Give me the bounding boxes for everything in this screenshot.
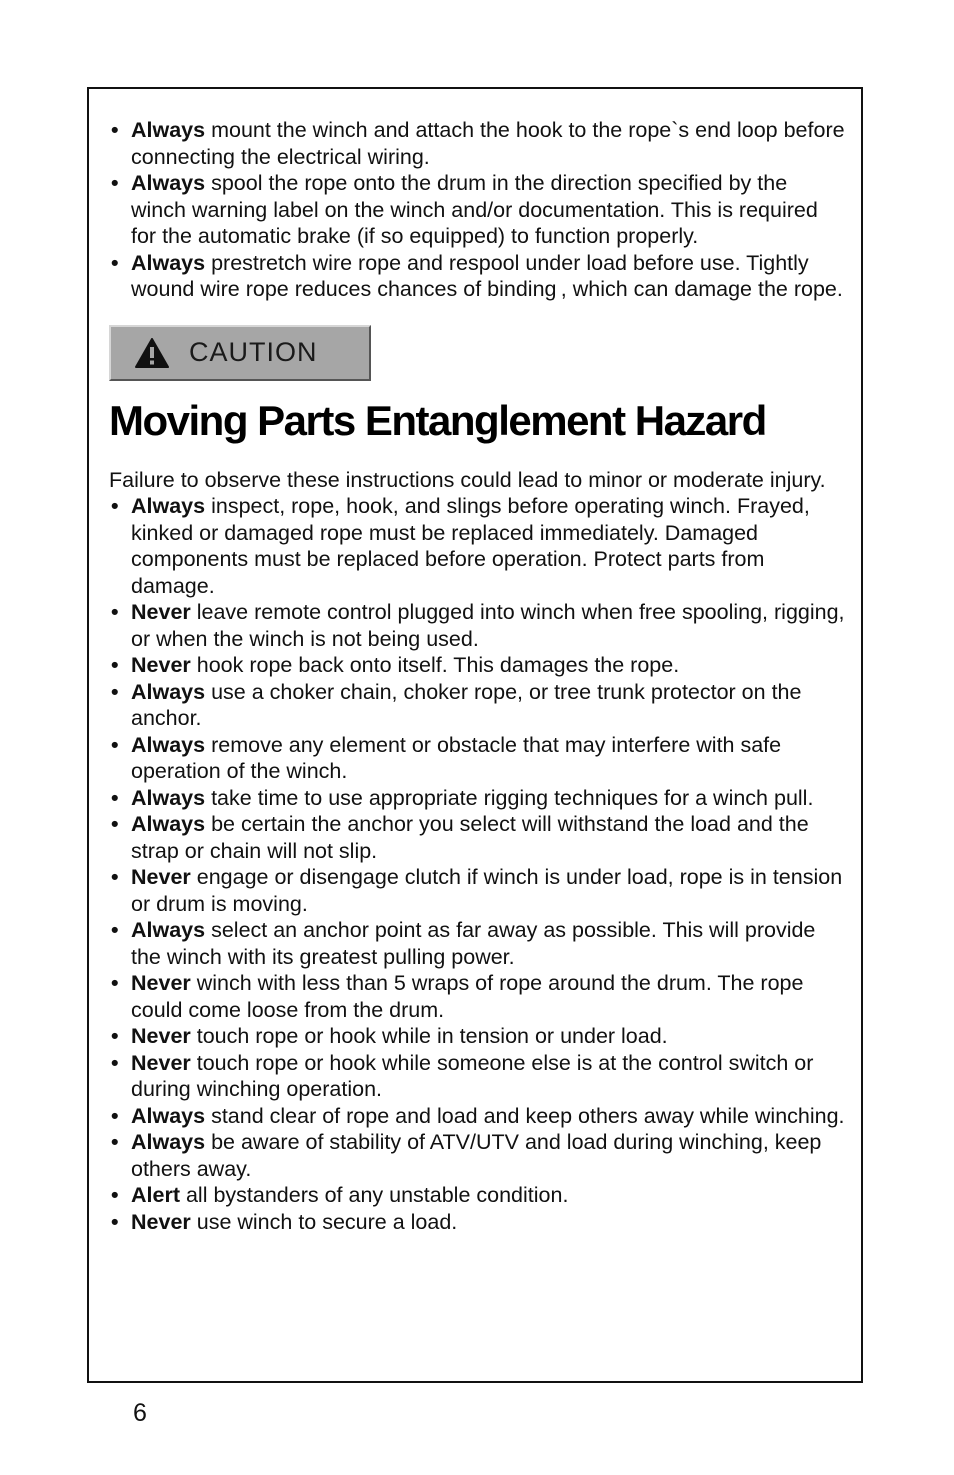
hazard-safety-list (109, 493, 845, 1235)
page-number: 6 (133, 1399, 147, 1427)
top-safety-list (109, 117, 845, 303)
content-frame (87, 87, 863, 1383)
keyword: Always (131, 171, 206, 195)
item-text: mount the winch and attach the hook to the rope`s end loop before connecting the electrical wiring. (131, 118, 845, 169)
keyword: Always (131, 812, 206, 836)
item-text: remove any element or obstacle that may interfere with safe operation of the winch. (131, 732, 782, 783)
caution-banner (109, 325, 371, 381)
list-item (109, 970, 845, 1023)
item-text: winch with less than 5 wraps of rope around the drum. The rope could come loose from the drum. (131, 971, 804, 1022)
keyword: Never (131, 1209, 191, 1234)
keyword: Never (131, 653, 191, 677)
list-item (109, 250, 845, 303)
item-text: use winch to secure a load. (190, 1209, 458, 1234)
hazard-title: Moving Parts Entanglement Hazard (109, 396, 766, 444)
keyword: Always (131, 250, 206, 275)
item-text: be certain the anchor you select will withstand the load and the strap or chain will not slip. (131, 812, 809, 863)
keyword: Always (131, 1103, 206, 1128)
list-item (109, 1023, 845, 1050)
keyword: Always (131, 118, 206, 142)
item-text: touch rope or hook while someone else is at the control switch or during winching operation. (131, 1050, 814, 1101)
keyword: Never (131, 600, 191, 624)
item-text: prestretch wire rope and respool under load before use. Tightly wound wire rope reduces chances of binding , which can damage the rope. (131, 250, 843, 301)
item-text: spool the rope onto the drum in the direction specified by the winch warning label on the winch and/or documentation. This is required for the automatic brake (if so equipped) to function properly. (131, 171, 818, 248)
list-item (109, 170, 845, 250)
list-item (109, 732, 845, 785)
list-item (109, 917, 845, 970)
keyword: Never (131, 1050, 191, 1075)
item-text: touch rope or hook while in tension or under load. (190, 1024, 668, 1048)
keyword: Always (131, 918, 206, 942)
item-text: select an anchor point as far away as possible. This will provide the winch with its greatest pulling power. (131, 918, 816, 969)
list-item (109, 679, 845, 732)
list-item (109, 1182, 845, 1209)
item-text: be aware of stability of ATV/UTV and load during winching, keep others away. (131, 1130, 822, 1181)
item-text: stand clear of rope and load and keep others away while winching. (205, 1103, 845, 1128)
item-text: take time to use appropriate rigging techniques for a winch pull. (205, 785, 814, 810)
item-text: hook rope back onto itself. This damages the rope. (190, 653, 680, 677)
list-item (109, 652, 845, 679)
list-item (109, 864, 845, 917)
caution-label: CAUTION (189, 337, 318, 367)
keyword: Alert (131, 1183, 180, 1207)
content-area (109, 117, 845, 1235)
keyword: Never (131, 1024, 191, 1048)
keyword: Always (131, 732, 206, 757)
keyword: Always (131, 1130, 206, 1154)
item-text: use a choker chain, choker rope, or tree trunk protector on the anchor. (131, 679, 802, 730)
warning-triangle-icon (135, 338, 169, 368)
keyword: Always (131, 785, 206, 810)
hazard-intro: Failure to observe these instructions could lead to minor or moderate injury. (109, 467, 826, 492)
keyword: Always (131, 494, 206, 518)
list-item (109, 117, 845, 170)
item-text: inspect, rope, hook, and slings before operating winch. Frayed, kinked or damaged rope must be replaced immediately. Damaged components must be replaced before operation. Protect parts from damage. (131, 494, 810, 598)
keyword: Never (131, 865, 191, 889)
list-item (109, 811, 845, 864)
keyword: Always (131, 679, 206, 704)
list-item (109, 1129, 845, 1182)
item-text: engage or disengage clutch if winch is under load, rope is in tension or drum is moving. (131, 865, 843, 916)
list-item (109, 493, 845, 599)
list-item (109, 785, 845, 812)
item-text: all bystanders of any unstable condition. (179, 1183, 569, 1207)
list-item (109, 1103, 845, 1130)
list-item (109, 1050, 845, 1103)
list-item (109, 1209, 845, 1236)
list-item (109, 599, 845, 652)
item-text: leave remote control plugged into winch when free spooling, rigging, or when the winch is not being used. (131, 600, 845, 651)
keyword: Never (131, 971, 191, 995)
